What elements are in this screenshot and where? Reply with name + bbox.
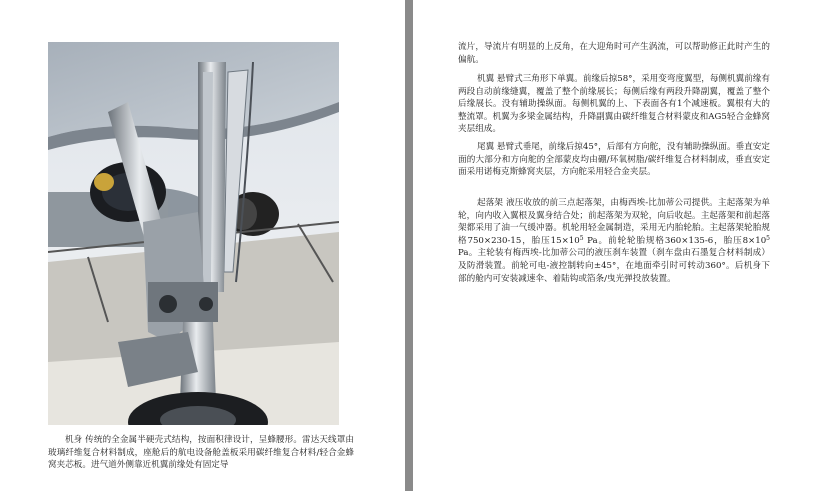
landing-gear-photo <box>48 42 339 425</box>
landing-gear-paragraph <box>458 197 770 285</box>
landing-gear-text-b: Pa。前轮轮胎规格360×135-6，胎压8×10 <box>583 235 767 246</box>
wing-paragraph: 机翼 悬臂式三角形下单翼。前缘后掠58°，采用变弯度翼型，每侧机翼前缘有两段自动前缘缝翼，覆盖了整个前缘展长；每侧后缘有两段升降副翼，覆盖了整个后缘展长。没有辅助操纵面。每侧机翼的上、下表面各有1个减速板。翼根有大的整流罩。机翼为多梁金属结构，升降副翼由碳纤维复合材料蒙皮和AG5轻合金蜂窝夹层组成。 <box>458 74 770 135</box>
strake-paragraph: 流片，导流片有明显的上反角，在大迎角时可产生涡流，可以帮助修正此时产生的偏航。 <box>458 42 770 65</box>
book-spine <box>405 0 413 491</box>
tail-paragraph: 尾翼 悬臂式垂尾，前缘后掠45°，后部有方向舵，没有辅助操纵面。垂直安定面的大部分和方向舵的全部蒙皮均由硼/环氧树脂/碳纤维复合材料制成，垂直安定面采用诺梅克斯蜂窝夹层，方向舵采用轻合金夹层。 <box>458 142 770 178</box>
exponent-2: 5 <box>766 234 770 242</box>
landing-gear-text-a: 起落架 液压收放的前三点起落架，由梅西埃-比加蒂公司提供。主起落架为单轮，向内收入翼根及翼身结合处；前起落架为双轮，向后收起。主起落架和前起落架都采用了油一气缓冲器。机轮用轻金属制造，采用无内胎轮胎。主起落架轮胎规格750×230-15，胎压15×10 <box>458 198 770 246</box>
landing-gear-text-c: Pa。主轮装有梅西埃-比加蒂公司的液压刹车装置（刹车盘由石墨复合材料制成）及防滑装置。前轮可电-液控制转向±45°，在地面牵引时可转动360°。后机身下部的舱内可安装减速伞、着陆钩或箔条/曳光弹投放装置。 <box>458 248 770 284</box>
exponent-1: 5 <box>579 234 584 242</box>
left-page <box>0 0 405 491</box>
fuselage-paragraph: 机身 传统的全金属半硬壳式结构，按面积律设计，呈蜂腰形。雷达天线罩由玻璃纤维复合材料制成，座舱后的航电设备舱盖板采用碳纤维复合材料/轻合金蜂窝夹芯板。进气道外侧靠近机翼前缘处有固定导 <box>48 435 354 471</box>
